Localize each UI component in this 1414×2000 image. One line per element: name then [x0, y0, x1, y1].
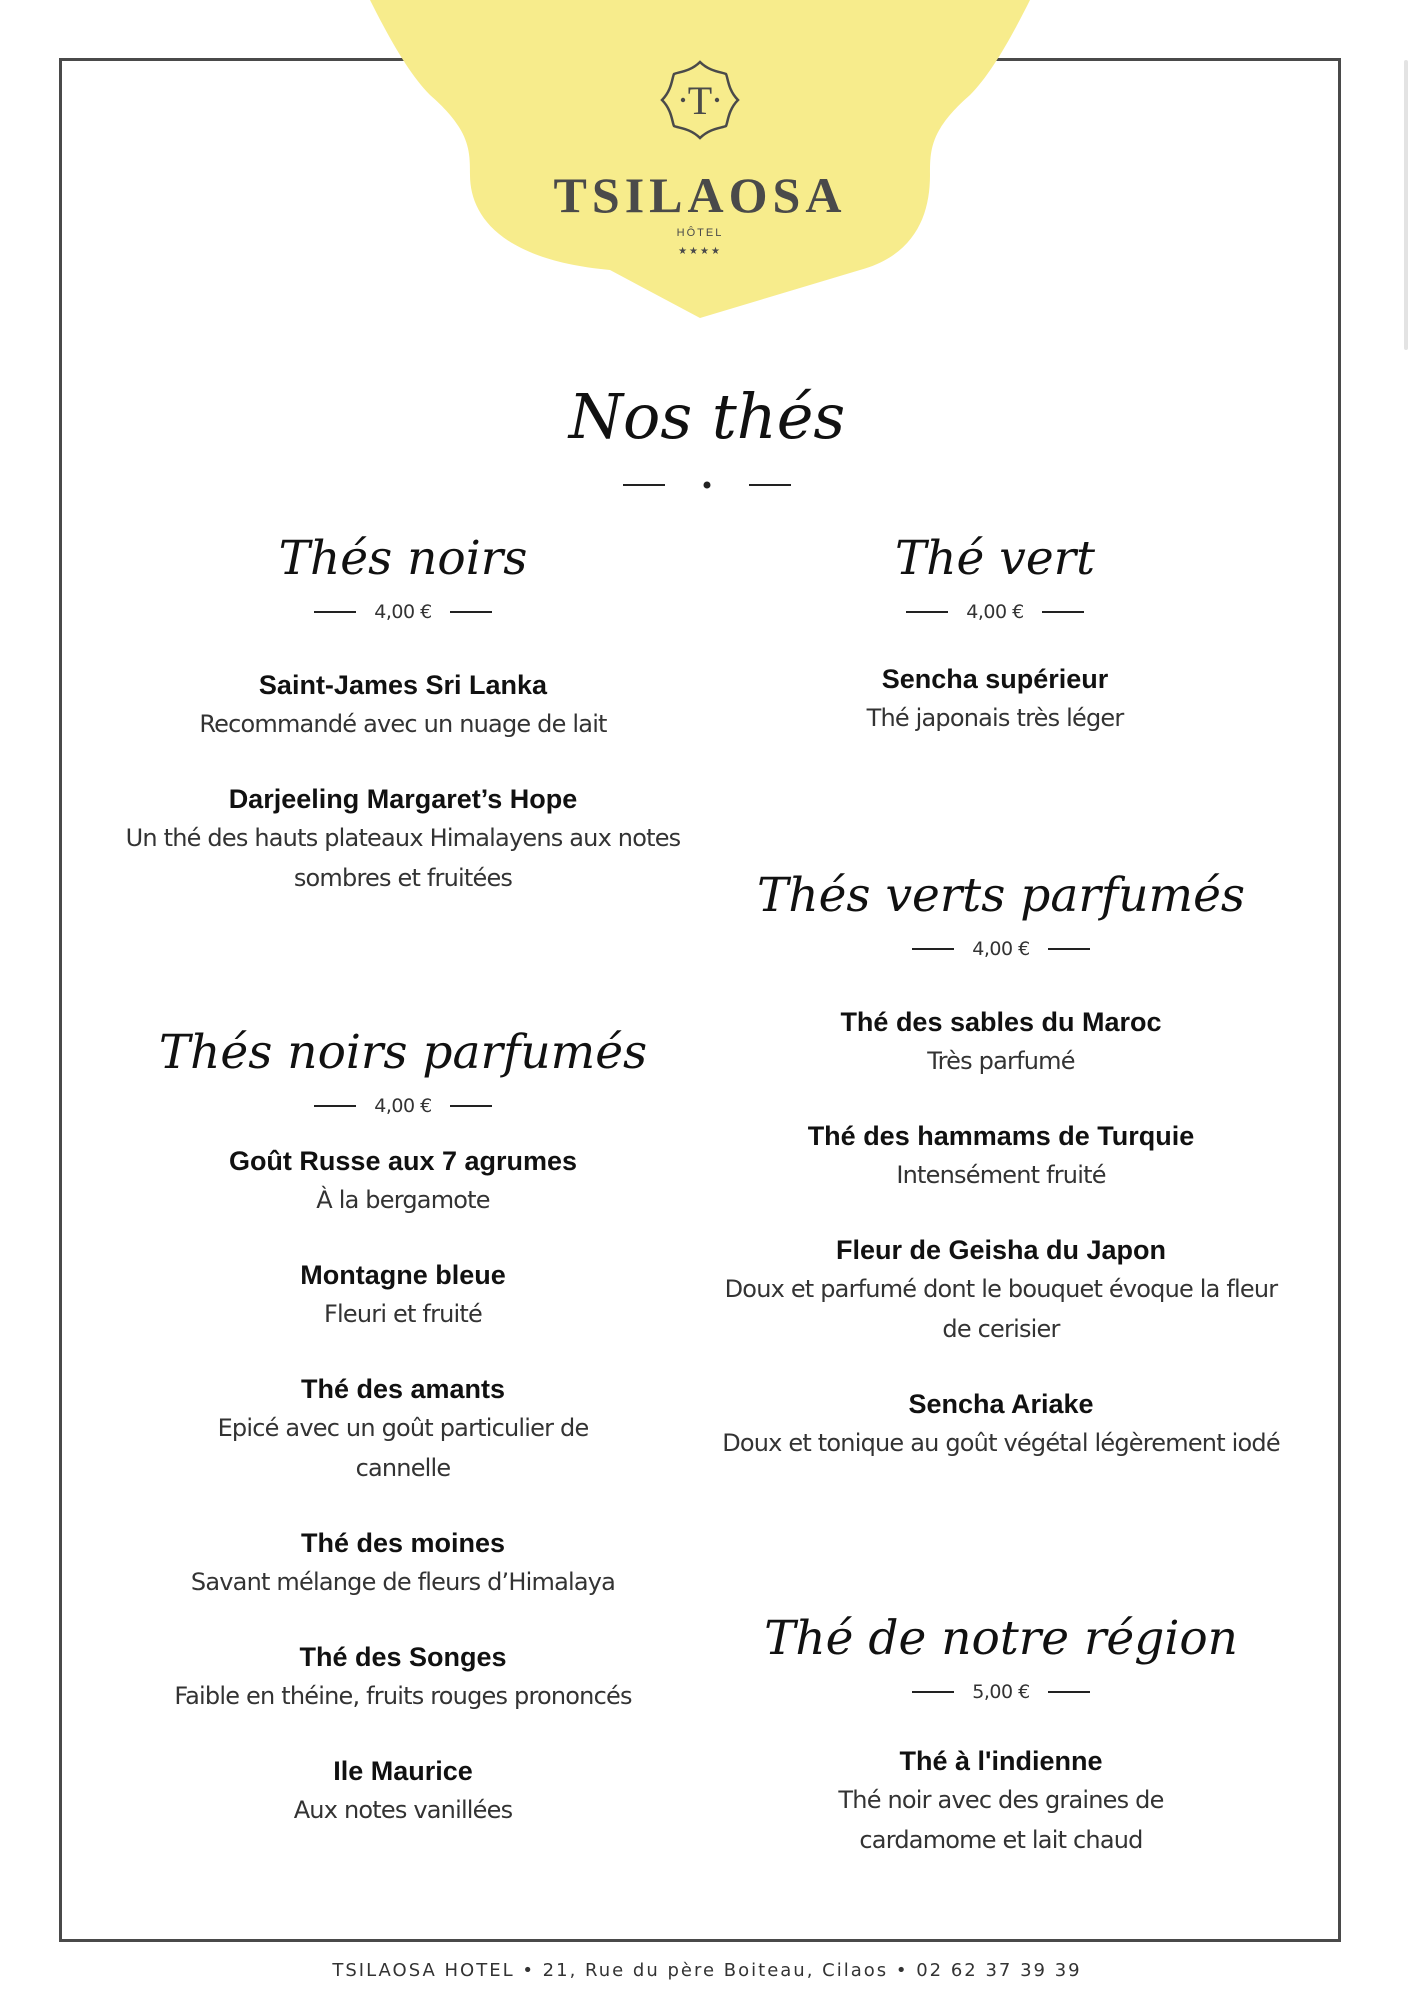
scrollbar[interactable] [1404, 60, 1408, 350]
item-description: Fleuri et fruité [324, 1300, 482, 1328]
price-dash-right [1042, 611, 1084, 613]
list-item [113, 666, 693, 744]
list-item [113, 1142, 693, 1220]
price-dash-left [906, 611, 948, 613]
item-description: Savant mélange de fleurs d’Himalaya [190, 1568, 616, 1596]
item-name: Saint-James Sri Lanka [258, 670, 548, 700]
item-list [711, 1742, 1291, 1860]
price-dash-right [450, 611, 492, 613]
section-title: Thés noirs parfumés [158, 1025, 648, 1080]
list-item [113, 780, 693, 898]
section-price-row [711, 1678, 1291, 1706]
section-price: 4,00 € [972, 938, 1030, 960]
item-list [113, 666, 693, 898]
left-section-2 [113, 1024, 693, 1830]
price-dash-right [1048, 948, 1090, 950]
brand-name: TSILAOSA [553, 167, 847, 223]
item-name: Darjeeling Margaret’s Hope [228, 784, 578, 814]
item-description: Doux et tonique au goût végétal légèrement iodé [722, 1429, 1280, 1457]
badge-shape [370, 0, 1030, 318]
right-section-1 [705, 530, 1285, 738]
list-item [711, 1742, 1291, 1860]
footer-address: TSILAOSA HOTEL • 21, Rue du père Boiteau, Cilaos • 02 62 37 39 39 [332, 1960, 1082, 1981]
list-item [711, 1385, 1291, 1463]
item-name: Goût Russe aux 7 agrumes [228, 1146, 578, 1176]
section-price: 4,00 € [966, 601, 1024, 623]
page-title: Nos thés [568, 380, 846, 453]
item-list [113, 1142, 693, 1830]
title-ornament [607, 470, 807, 500]
item-list [711, 1003, 1291, 1463]
item-name: Sencha Ariake [908, 1389, 1094, 1419]
section-title: Thés noirs [278, 531, 528, 586]
list-item [113, 1370, 693, 1488]
logo-letter: T [687, 78, 713, 123]
item-name: Thé des amants [300, 1374, 506, 1404]
item-name: Fleur de Geisha du Japon [835, 1235, 1167, 1265]
item-name: Thé des hammams de Turquie [807, 1121, 1195, 1151]
item-name: Thé des moines [300, 1528, 506, 1558]
list-item [711, 1231, 1291, 1349]
item-description: Faible en théine, fruits rouges prononcés [174, 1682, 632, 1710]
item-description: Un thé des hauts plateaux Himalayens aux notes sombres et fruitées [125, 824, 681, 892]
item-name: Ile Maurice [333, 1756, 473, 1786]
section-price-row [113, 598, 693, 626]
section-price-row [705, 598, 1285, 626]
section-price-row [711, 935, 1291, 963]
price-dash-left [912, 948, 954, 950]
item-description: Thé noir avec des graines de cardamome et lait chaud [838, 1786, 1164, 1854]
price-dash-left [314, 611, 356, 613]
hotel-stars: ★★★★ [678, 246, 722, 257]
list-item [705, 660, 1285, 738]
right-section-2 [711, 867, 1291, 1463]
item-name: Sencha supérieur [881, 664, 1109, 694]
item-description: Très parfumé [927, 1047, 1075, 1075]
list-item [113, 1638, 693, 1716]
list-item [711, 1117, 1291, 1195]
list-item [113, 1752, 693, 1830]
list-item [113, 1524, 693, 1602]
section-price: 4,00 € [374, 1095, 432, 1117]
section-title: Thé de notre région [764, 1611, 1238, 1666]
right-section-3 [711, 1610, 1291, 1860]
price-dash-right [1048, 1691, 1090, 1693]
price-dash-left [314, 1105, 356, 1107]
item-name: Thé des sables du Maroc [840, 1007, 1162, 1037]
section-price-row [113, 1092, 693, 1120]
section-price: 5,00 € [972, 1681, 1030, 1703]
item-description: Aux notes vanillées [293, 1796, 513, 1824]
list-item [711, 1003, 1291, 1081]
item-description: Intensément fruité [896, 1161, 1106, 1189]
left-section-1 [113, 530, 693, 898]
price-dash-left [912, 1691, 954, 1693]
item-description: Thé japonais très léger [866, 704, 1124, 732]
item-list [705, 660, 1285, 738]
price-dash-right [450, 1105, 492, 1107]
section-title: Thé vert [894, 531, 1096, 586]
item-description: Doux et parfumé dont le bouquet évoque la fleur de cerisier [724, 1275, 1278, 1343]
item-name: Thé à l'indienne [899, 1746, 1103, 1776]
item-description: Recommandé avec un nuage de lait [199, 710, 607, 738]
item-description: Epicé avec un goût particulier de cannelle [217, 1414, 589, 1482]
item-description: À la bergamote [316, 1186, 490, 1214]
header-badge [370, 0, 1030, 320]
item-name: Montagne bleue [300, 1260, 506, 1290]
list-item [113, 1256, 693, 1334]
brand-subtitle: HÔTEL [676, 227, 724, 239]
section-title: Thés verts parfumés [756, 868, 1245, 923]
item-name: Thé des Songes [299, 1642, 507, 1672]
section-price: 4,00 € [374, 601, 432, 623]
